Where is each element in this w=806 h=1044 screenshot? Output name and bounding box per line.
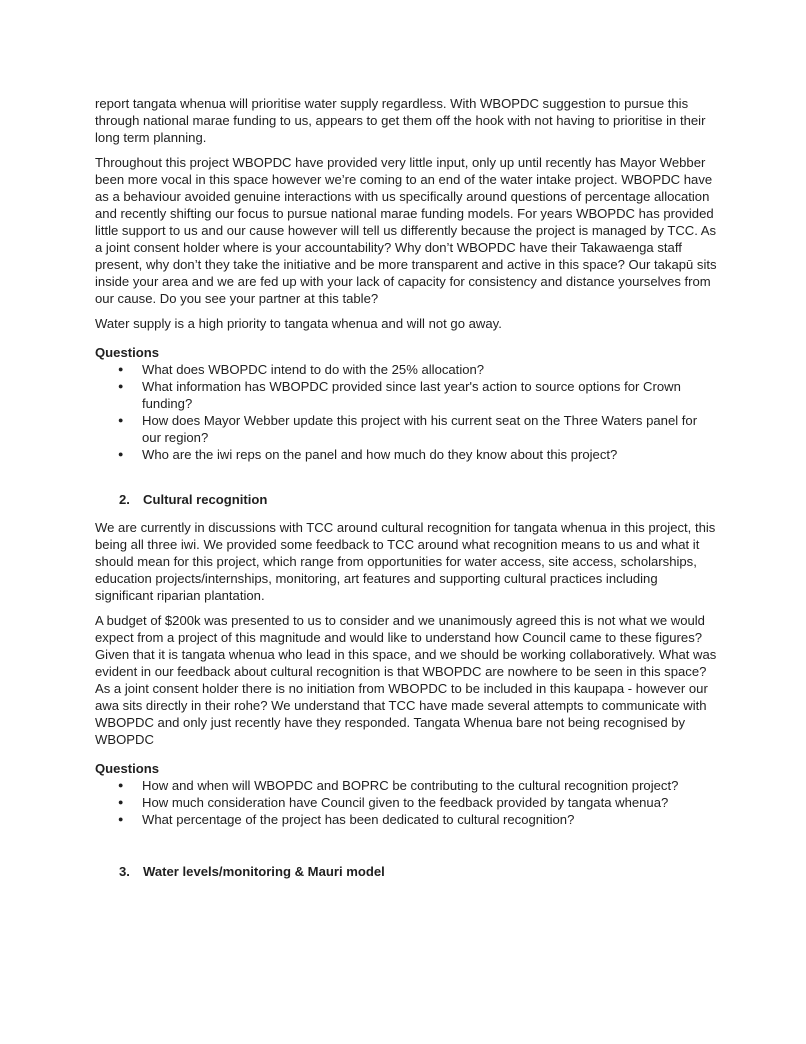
- spacer: [95, 828, 717, 863]
- questions-list-2: [95, 777, 717, 828]
- list-item: ● How much consideration have Council given to the feedback provided by tangata whenua?: [95, 794, 717, 811]
- section-heading-3: [95, 863, 717, 880]
- section-number: 2.: [119, 492, 130, 507]
- spacer: [95, 463, 717, 491]
- section-title: Cultural recognition: [143, 492, 268, 507]
- section-heading-2: [95, 491, 717, 508]
- list-item: ● What information has WBOPDC provided since last year's action to source options for Crown funding?: [95, 378, 717, 412]
- list-item: ● Who are the iwi reps on the panel and how much do they know about this project?: [95, 446, 717, 463]
- section-number: 3.: [119, 864, 130, 879]
- list-item: ● What percentage of the project has been dedicated to cultural recognition?: [95, 811, 717, 828]
- paragraph-cultural-2: A budget of $200k was presented to us to consider and we unanimously agreed this is not what we would expect from a project of this magnitude and would like to understand how Council came to these figures? Given that it is tangata whenua who lead in this space, and we should be working collaboratively. What was evident in our feedback about cultural recognition is that WBOPDC are nowhere to be seen in this space? As a joint consent holder there is no initiation from WBOPDC to be included in this kaupapa - however our awa sits directly in their rohe? We understand that TCC have made several attempts to communicate with WBOPDC and only just recently have they responded. Tangata Whenua bare not being recognised by WBOPDC: [95, 613, 717, 747]
- list-item: ● How and when will WBOPDC and BOPRC be contributing to the cultural recognition project?: [95, 777, 717, 794]
- paragraph-input: Throughout this project WBOPDC have provided very little input, only up until recently has Mayor Webber been more vocal in this space however we’re coming to an end of the water intake project. WBOPDC have as a behaviour avoided genuine interactions with us specifically around questions of percentage allocation and recently shifting our focus to pursue national marae funding models. For years WBOPDC has provided little support to us and our cause however will tell us differently because the project is managed by TCC. As a joint consent holder where is your accountability? Why don’t WBOPDC have their Takawaenga staff present, why don’t they take the initiative and be more transparent and active in this space? Our takapū sits inside your area and we are fed up with your lack of capacity for consistency and distance yourselves from our cause. Do you see your partner at this table?: [95, 155, 717, 306]
- questions-heading-1: Questions: [95, 345, 160, 360]
- paragraph-priority: Water supply is a high priority to tangata whenua and will not go away.: [95, 316, 502, 331]
- section-title: Water levels/monitoring & Mauri model: [143, 864, 385, 879]
- list-item: ● What does WBOPDC intend to do with the 25% allocation?: [95, 361, 717, 378]
- questions-list-1: [95, 361, 717, 463]
- intro-paragraph: report tangata whenua will prioritise water supply regardless. With WBOPDC suggestion to pursue this through national marae funding to us, appears to get them off the hook with not having to prioritise in their long term planning.: [95, 96, 706, 145]
- spacer: [95, 508, 717, 519]
- list-item: ● How does Mayor Webber update this project with his current seat on the Three Waters panel for our region?: [95, 412, 717, 446]
- paragraph-cultural-1: We are currently in discussions with TCC around cultural recognition for tangata whenua in this project, this being all three iwi. We provided some feedback to TCC around what recognition means to us and what it should mean for this project, which range from opportunities for water access, site access, scholarships, education projects/internships, monitoring, art features and supporting cultural practices including significant riparian plantation.: [95, 520, 716, 603]
- questions-heading-2: Questions: [95, 761, 160, 776]
- document-page: [95, 95, 717, 880]
